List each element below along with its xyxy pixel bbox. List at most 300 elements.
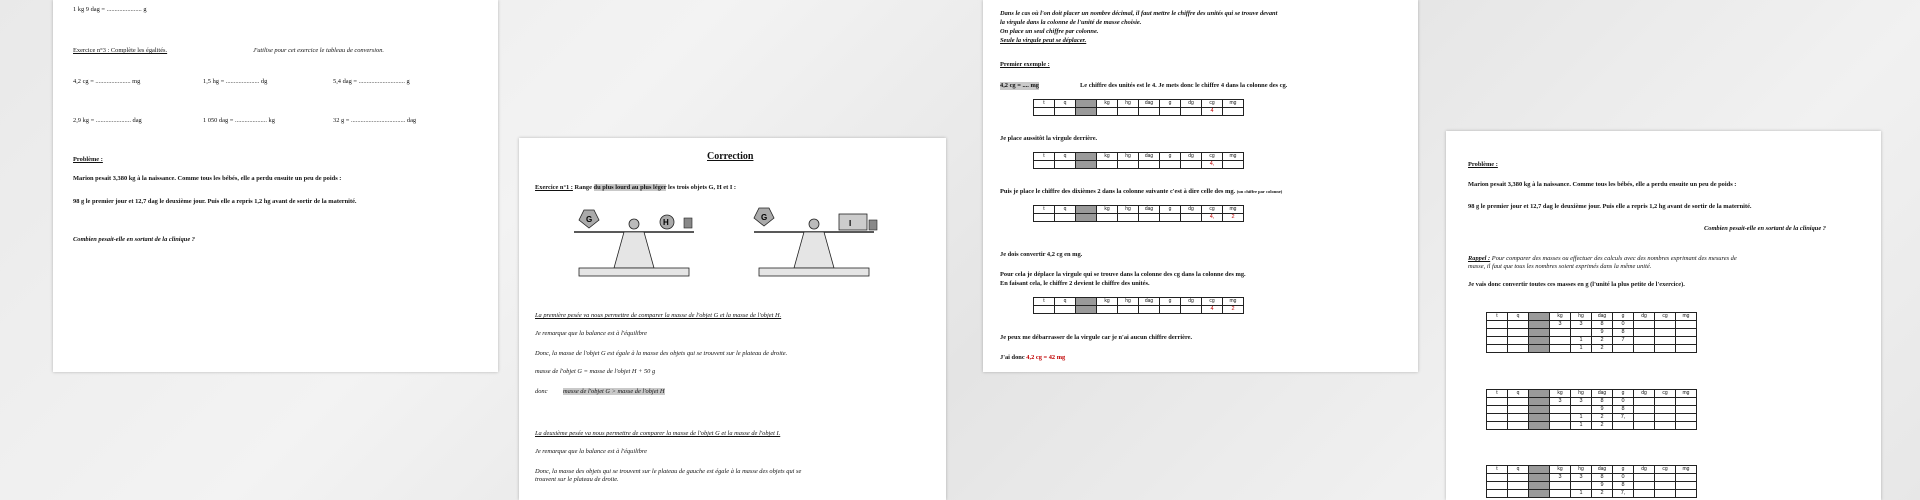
table-cell: 8 [1613, 329, 1634, 337]
table-cell [1508, 406, 1529, 414]
step-move-2: En faisant cela, le chiffre 2 devient le chiffre des unités. [1000, 280, 1150, 287]
table-cell: 1 [1571, 422, 1592, 430]
equality-5: 1 050 dag = .................... kg [203, 117, 275, 124]
table-cell [1118, 108, 1139, 116]
rappel-label: Rappel : [1468, 255, 1491, 262]
exercise-1-text-b: les trois objets G, H et I : [666, 184, 737, 191]
equality-3: 5,4 dag = ............................. g [333, 78, 410, 85]
table-cell [1613, 345, 1634, 353]
table-row [1487, 474, 1697, 482]
table-cell: 3 [1550, 474, 1571, 482]
table-cell: 2 [1592, 337, 1613, 345]
table-cell [1508, 398, 1529, 406]
table-header-cell [1076, 153, 1097, 161]
weighing-1-conclusion: masse de l'objet G > masse de l'objet H [563, 388, 665, 395]
table-cell [1655, 321, 1676, 329]
table-header-cell: q [1055, 153, 1076, 161]
table-cell [1076, 108, 1097, 116]
rappel-line-2: masse, il faut que tous les nombres soient exprimés dans la même unité. [1468, 263, 1652, 270]
table-cell [1118, 161, 1139, 169]
table-row [1487, 414, 1697, 422]
table-header-cell: mg [1223, 298, 1244, 306]
table-cell [1550, 414, 1571, 422]
table-header-row [1487, 313, 1697, 321]
table-header-cell: t [1034, 153, 1055, 161]
balance-scale-1 [559, 202, 709, 282]
table-header-row [1034, 100, 1244, 108]
table-cell [1118, 214, 1139, 222]
correction-page [519, 138, 946, 500]
exercise-1-label: Exercice n°1 : [535, 184, 573, 191]
conversion-table-3 [1033, 205, 1244, 222]
table-cell [1571, 406, 1592, 414]
result-value: 4,2 cg = 42 mg [1026, 354, 1066, 361]
rappel-text-1: Pour comparer des masses ou effectuer des calculs avec des nombres exprimant des mesures de [1490, 255, 1737, 262]
convert-instruction: Je vais donc convertir toutes ces masses en g (l'unité la plus petite de l'exercice). [1468, 281, 1685, 288]
weighing-1-line-2: Donc, la masse de l'objet G est égale à la masse des objets qui se trouvent sur le plateau de droite. [535, 350, 788, 357]
table-cell: 7, [1613, 414, 1634, 422]
table-header-cell: dg [1634, 466, 1655, 474]
table-header-cell: g [1160, 206, 1181, 214]
table-header-cell: hg [1118, 100, 1139, 108]
table-header-cell: dg [1634, 313, 1655, 321]
table-cell [1550, 422, 1571, 430]
correction-title: Correction [707, 151, 754, 162]
table-header-cell: cg [1202, 206, 1223, 214]
exercise-1-highlight: du plus lourd au plus léger [593, 184, 667, 191]
problem-table-2 [1486, 389, 1697, 430]
table-header-cell: kg [1550, 313, 1571, 321]
table-cell [1634, 321, 1655, 329]
weighing-1-line-4 [535, 388, 665, 396]
table-cell [1118, 306, 1139, 314]
table-cell [1655, 474, 1676, 482]
table-cell [1634, 345, 1655, 353]
table-cell [1160, 161, 1181, 169]
table-cell [1097, 306, 1118, 314]
table-header-cell: g [1613, 390, 1634, 398]
table-cell: 7 [1613, 337, 1634, 345]
table-cell [1487, 422, 1508, 430]
table-cell [1487, 414, 1508, 422]
table-cell [1223, 108, 1244, 116]
table-header-row [1034, 298, 1244, 306]
table-cell: 2 [1223, 214, 1244, 222]
weighing-1-line-1: Je remarque que la balance est à l'équilibre [535, 330, 647, 337]
object-g-label-1: G [586, 215, 593, 224]
exercise-1-text-a: Range [574, 184, 594, 191]
object-g-label-2: G [761, 213, 768, 222]
example-explanation: Le chiffre des unités est le 4. Je mets donc le chiffre 4 dans la colonne des cg. [1080, 82, 1288, 89]
table-cell: 9 [1592, 329, 1613, 337]
table-cell [1655, 482, 1676, 490]
balance-scale-2 [739, 202, 889, 282]
table-header-cell: kg [1097, 206, 1118, 214]
conversion-table-4 [1033, 297, 1244, 314]
table-header-cell: mg [1223, 100, 1244, 108]
table-cell [1034, 214, 1055, 222]
exercise-3-heading: Exercice n°3 : Complète les égalités. [73, 47, 168, 54]
table-cell [1097, 108, 1118, 116]
table-cell: 0 [1613, 398, 1634, 406]
table-header-cell: q [1055, 100, 1076, 108]
table-header-cell [1076, 206, 1097, 214]
table-cell: 3 [1571, 474, 1592, 482]
table-header-cell: q [1508, 313, 1529, 321]
table-header-row [1487, 390, 1697, 398]
table-header-cell: dg [1181, 100, 1202, 108]
table-header-cell: q [1055, 206, 1076, 214]
table-cell [1034, 306, 1055, 314]
table-cell [1529, 321, 1550, 329]
table-cell [1055, 214, 1076, 222]
table-cell [1034, 108, 1055, 116]
table-row [1487, 337, 1697, 345]
table-cell [1487, 398, 1508, 406]
problem-line-2: 98 g le premier jour et 12,7 dag le deuxième jour. Puis elle a repris 1,2 hg avant de sortir de la maternité. [73, 198, 357, 205]
table-header-cell: cg [1655, 313, 1676, 321]
table-cell [1676, 321, 1697, 329]
table-header-row [1487, 466, 1697, 474]
table-cell [1529, 474, 1550, 482]
table-cell [1508, 490, 1529, 498]
table-cell [1676, 329, 1697, 337]
table-cell [1676, 337, 1697, 345]
table-header-cell: kg [1550, 390, 1571, 398]
table-cell [1487, 474, 1508, 482]
table-cell: 1 [1571, 490, 1592, 498]
table-cell [1181, 214, 1202, 222]
table-header-cell: dag [1139, 206, 1160, 214]
table-header-cell: dag [1592, 390, 1613, 398]
table-cell [1571, 329, 1592, 337]
table-header-row [1034, 153, 1244, 161]
table-cell: 2 [1592, 490, 1613, 498]
table-cell: 2 [1592, 422, 1613, 430]
equality-2: 1,5 hg = ..................... dg [203, 78, 268, 85]
table-header-cell: t [1487, 313, 1508, 321]
table-header-cell: dag [1592, 466, 1613, 474]
table-cell [1508, 345, 1529, 353]
table-cell [1634, 329, 1655, 337]
table-cell [1055, 108, 1076, 116]
table-cell [1487, 337, 1508, 345]
table-header-cell: kg [1097, 153, 1118, 161]
table-cell [1508, 321, 1529, 329]
weighing-2-line-2: Donc, la masse des objets qui se trouvent sur le plateau de gauche est égale à la masse des objets qui se [535, 468, 802, 475]
table-cell: 3 [1550, 398, 1571, 406]
table-header-cell: mg [1223, 153, 1244, 161]
table-cell [1676, 482, 1697, 490]
table-cell: 8 [1592, 398, 1613, 406]
table-cell: 3 [1571, 398, 1592, 406]
table-cell: 2 [1223, 306, 1244, 314]
table-header-cell: q [1508, 390, 1529, 398]
table-header-cell: hg [1571, 390, 1592, 398]
exercise-3-note: J'utilise pour cet exercice le tableau de conversion. [253, 47, 385, 54]
table-cell [1655, 398, 1676, 406]
table-cell [1634, 414, 1655, 422]
table-cell: 2 [1592, 414, 1613, 422]
table-row [1487, 422, 1697, 430]
table-cell [1550, 490, 1571, 498]
table-header-cell: t [1034, 100, 1055, 108]
table-header-cell: g [1613, 313, 1634, 321]
problem-table-1 [1486, 312, 1697, 353]
table-cell [1508, 329, 1529, 337]
table-cell: 1 [1571, 414, 1592, 422]
table-cell [1529, 398, 1550, 406]
table-cell [1634, 406, 1655, 414]
table-cell [1676, 490, 1697, 498]
equality-6: 32 g = .................................. dag [333, 117, 417, 124]
table-cell [1097, 161, 1118, 169]
table-header-cell: dag [1592, 313, 1613, 321]
problem-question: Combien pesait-elle en sortant de la clinique ? [73, 236, 195, 243]
table-cell [1676, 398, 1697, 406]
table-header-cell [1529, 466, 1550, 474]
conversion-table-1 [1033, 99, 1244, 116]
table-cell [1181, 161, 1202, 169]
table-header-cell: cg [1202, 153, 1223, 161]
table-row [1487, 490, 1697, 498]
table-cell: 1 [1571, 337, 1592, 345]
table-header-cell: mg [1223, 206, 1244, 214]
table-cell: 8 [1613, 406, 1634, 414]
table-cell [1508, 414, 1529, 422]
table-header-row [1034, 206, 1244, 214]
table-header-cell [1076, 298, 1097, 306]
table-row [1034, 306, 1244, 314]
weighing-2-line-1: Je remarque que la balance est à l'équilibre [535, 448, 647, 455]
table-cell: 3 [1571, 321, 1592, 329]
worksheet-page-1 [53, 0, 498, 372]
table-cell [1076, 161, 1097, 169]
table-header-cell: hg [1571, 466, 1592, 474]
table-header-cell: dg [1181, 153, 1202, 161]
table-cell: 9 [1592, 406, 1613, 414]
table-cell [1055, 306, 1076, 314]
step-virgule: Je place aussitôt la virgule derrière. [1000, 135, 1098, 142]
table-cell [1529, 345, 1550, 353]
problem-correction-page [1446, 131, 1881, 500]
table-cell [1487, 321, 1508, 329]
table-cell [1550, 482, 1571, 490]
table-cell [1676, 474, 1697, 482]
table-cell [1139, 306, 1160, 314]
table-cell: 3 [1550, 321, 1571, 329]
table-cell [1676, 422, 1697, 430]
table-header-cell: hg [1118, 298, 1139, 306]
table-header-cell: cg [1202, 100, 1223, 108]
table-cell [1097, 214, 1118, 222]
table-cell: 4 [1202, 306, 1223, 314]
problem-title: Problème : [73, 156, 103, 163]
step-remove-comma: Je peux me débarrasser de la virgule car je n'ai aucun chiffre derrière. [1000, 334, 1193, 341]
table-cell [1550, 329, 1571, 337]
table-cell: 8 [1592, 321, 1613, 329]
table-header-cell: g [1160, 153, 1181, 161]
table-cell: 0 [1613, 321, 1634, 329]
table-cell [1160, 306, 1181, 314]
table-cell [1550, 345, 1571, 353]
weighing-2-title: La deuxième pesée va nous permettre de comparer la masse de l'objet G et la masse de l'objet I. [535, 430, 781, 437]
table-cell [1529, 422, 1550, 430]
table-header-cell: kg [1550, 466, 1571, 474]
table-cell [1655, 329, 1676, 337]
table-cell [1634, 337, 1655, 345]
table-cell [1613, 422, 1634, 430]
table-header-cell: cg [1655, 390, 1676, 398]
intro-line-4: Seule la virgule peut se déplacer. [1000, 37, 1087, 44]
table-cell: 7, [1613, 490, 1634, 498]
table-header-cell: dag [1139, 100, 1160, 108]
table-cell [1634, 474, 1655, 482]
conversion-table-2 [1033, 152, 1244, 169]
table-cell [1076, 214, 1097, 222]
table-cell [1139, 108, 1160, 116]
table-cell [1676, 406, 1697, 414]
table-cell [1487, 345, 1508, 353]
object-h-label: H [663, 218, 669, 227]
exercise-3-title [73, 47, 167, 55]
step-tenths-text: Puis je place le chiffre des dixièmes 2 dans la colonne suivante c'est à dire celle des mg. [1000, 188, 1236, 195]
table-cell [1139, 214, 1160, 222]
exercise-1-line [535, 184, 736, 192]
table-header-cell: mg [1676, 466, 1697, 474]
intro-line-1: Dans le cas où l'on doit placer un nombre décimal, il faut mettre le chiffre des unités qui se trouve devant [1000, 10, 1278, 17]
table-header-cell: dag [1139, 153, 1160, 161]
table-row [1487, 406, 1697, 414]
table-cell [1676, 345, 1697, 353]
table-cell [1487, 490, 1508, 498]
table-cell [1181, 306, 1202, 314]
example-title: Premier exemple : [1000, 61, 1050, 68]
table-cell [1487, 406, 1508, 414]
table-header-cell: q [1055, 298, 1076, 306]
table-cell [1508, 474, 1529, 482]
table-cell: 1 [1571, 345, 1592, 353]
weighing-1-line-3: masse de l'objet G = masse de l'objet H + 50 g [535, 368, 656, 375]
object-i-label: I [849, 219, 852, 228]
table-cell [1508, 337, 1529, 345]
table-cell [1634, 398, 1655, 406]
table-header-cell: q [1508, 466, 1529, 474]
step-tenths [1000, 188, 1282, 196]
table-header-cell: hg [1571, 313, 1592, 321]
table-row [1034, 214, 1244, 222]
table-cell [1655, 422, 1676, 430]
table-cell [1508, 482, 1529, 490]
problem-table-3 [1486, 465, 1697, 498]
table-cell [1571, 482, 1592, 490]
table-cell [1223, 161, 1244, 169]
problem-title-2: Problème : [1468, 161, 1498, 168]
table-cell [1529, 329, 1550, 337]
example-value: 4,2 cg = .... mg [1000, 82, 1039, 89]
table-cell [1655, 490, 1676, 498]
table-row [1487, 398, 1697, 406]
result-prefix: J'ai donc [1000, 354, 1027, 361]
table-header-cell: hg [1118, 206, 1139, 214]
table-header-cell: cg [1655, 466, 1676, 474]
table-header-cell: dg [1634, 390, 1655, 398]
method-page [983, 0, 1418, 372]
conversion-line: 1 kg 9 dag = ...................... g [73, 6, 147, 13]
table-cell [1160, 108, 1181, 116]
table-cell: 8 [1592, 474, 1613, 482]
table-cell: 2 [1592, 345, 1613, 353]
table-header-cell: kg [1097, 100, 1118, 108]
table-cell: 4, [1202, 214, 1223, 222]
table-cell [1034, 161, 1055, 169]
table-header-cell: mg [1676, 390, 1697, 398]
table-cell [1508, 422, 1529, 430]
table-header-cell [1529, 390, 1550, 398]
table-cell [1529, 337, 1550, 345]
weighing-1-donc: donc [535, 388, 548, 395]
table-cell [1139, 161, 1160, 169]
table-row [1487, 482, 1697, 490]
table-row [1487, 321, 1697, 329]
step-tenths-note: (un chiffre par colonne) [1236, 189, 1283, 194]
weighing-2-line-3: trouvent sur le plateau de droite. [535, 476, 619, 483]
table-cell [1634, 422, 1655, 430]
table-cell [1655, 414, 1676, 422]
table-cell [1055, 161, 1076, 169]
table-header-cell: hg [1118, 153, 1139, 161]
problem-line-1: Marion pesait 3,380 kg à la naissance. Comme tous les bébés, elle a perdu ensuite un peu de poids : [73, 175, 342, 182]
result-line [1000, 354, 1065, 362]
table-cell [1529, 490, 1550, 498]
table-cell [1181, 108, 1202, 116]
table-cell: 8 [1613, 482, 1634, 490]
table-cell [1634, 490, 1655, 498]
problem-2-question: Combien pesait-elle en sortant de la clinique ? [1704, 225, 1826, 232]
step-convert: Je dois convertir 4,2 cg en mg. [1000, 251, 1083, 258]
table-header-cell [1076, 100, 1097, 108]
table-header-cell: dg [1181, 206, 1202, 214]
step-move-1: Pour cela je déplace la virgule qui se trouve dans la colonne des cg dans la colonne des mg. [1000, 271, 1246, 278]
table-cell: 4, [1202, 161, 1223, 169]
equality-1: 4,2 cg = ...................... mg [73, 78, 141, 85]
table-header-cell: g [1160, 100, 1181, 108]
table-header-cell: g [1160, 298, 1181, 306]
table-header-cell: mg [1676, 313, 1697, 321]
table-header-cell: g [1613, 466, 1634, 474]
table-header-cell: t [1487, 466, 1508, 474]
intro-line-2: la virgule dans la colonne de l'unité de masse choisie. [1000, 19, 1142, 26]
equality-4: 2,9 kg = ...................... dag [73, 117, 142, 124]
intro-line-3: On place un seul chiffre par colonne. [1000, 28, 1099, 35]
table-cell [1076, 306, 1097, 314]
table-row [1034, 161, 1244, 169]
weighing-1-title: La première pesée va nous permettre de comparer la masse de l'objet G et la masse de l'objet H. [535, 312, 782, 319]
table-row [1487, 345, 1697, 353]
table-row [1487, 329, 1697, 337]
table-cell [1655, 406, 1676, 414]
table-cell [1550, 406, 1571, 414]
table-header-cell: kg [1097, 298, 1118, 306]
table-cell [1550, 337, 1571, 345]
table-header-cell: t [1487, 390, 1508, 398]
table-cell: 4 [1202, 108, 1223, 116]
table-cell [1634, 482, 1655, 490]
problem-2-line-1: Marion pesait 3,380 kg à la naissance. Comme tous les bébés, elle a perdu ensuite un peu de poids : [1468, 181, 1737, 188]
rappel-line-1 [1468, 255, 1737, 263]
table-row [1034, 108, 1244, 116]
table-header-cell: t [1034, 298, 1055, 306]
